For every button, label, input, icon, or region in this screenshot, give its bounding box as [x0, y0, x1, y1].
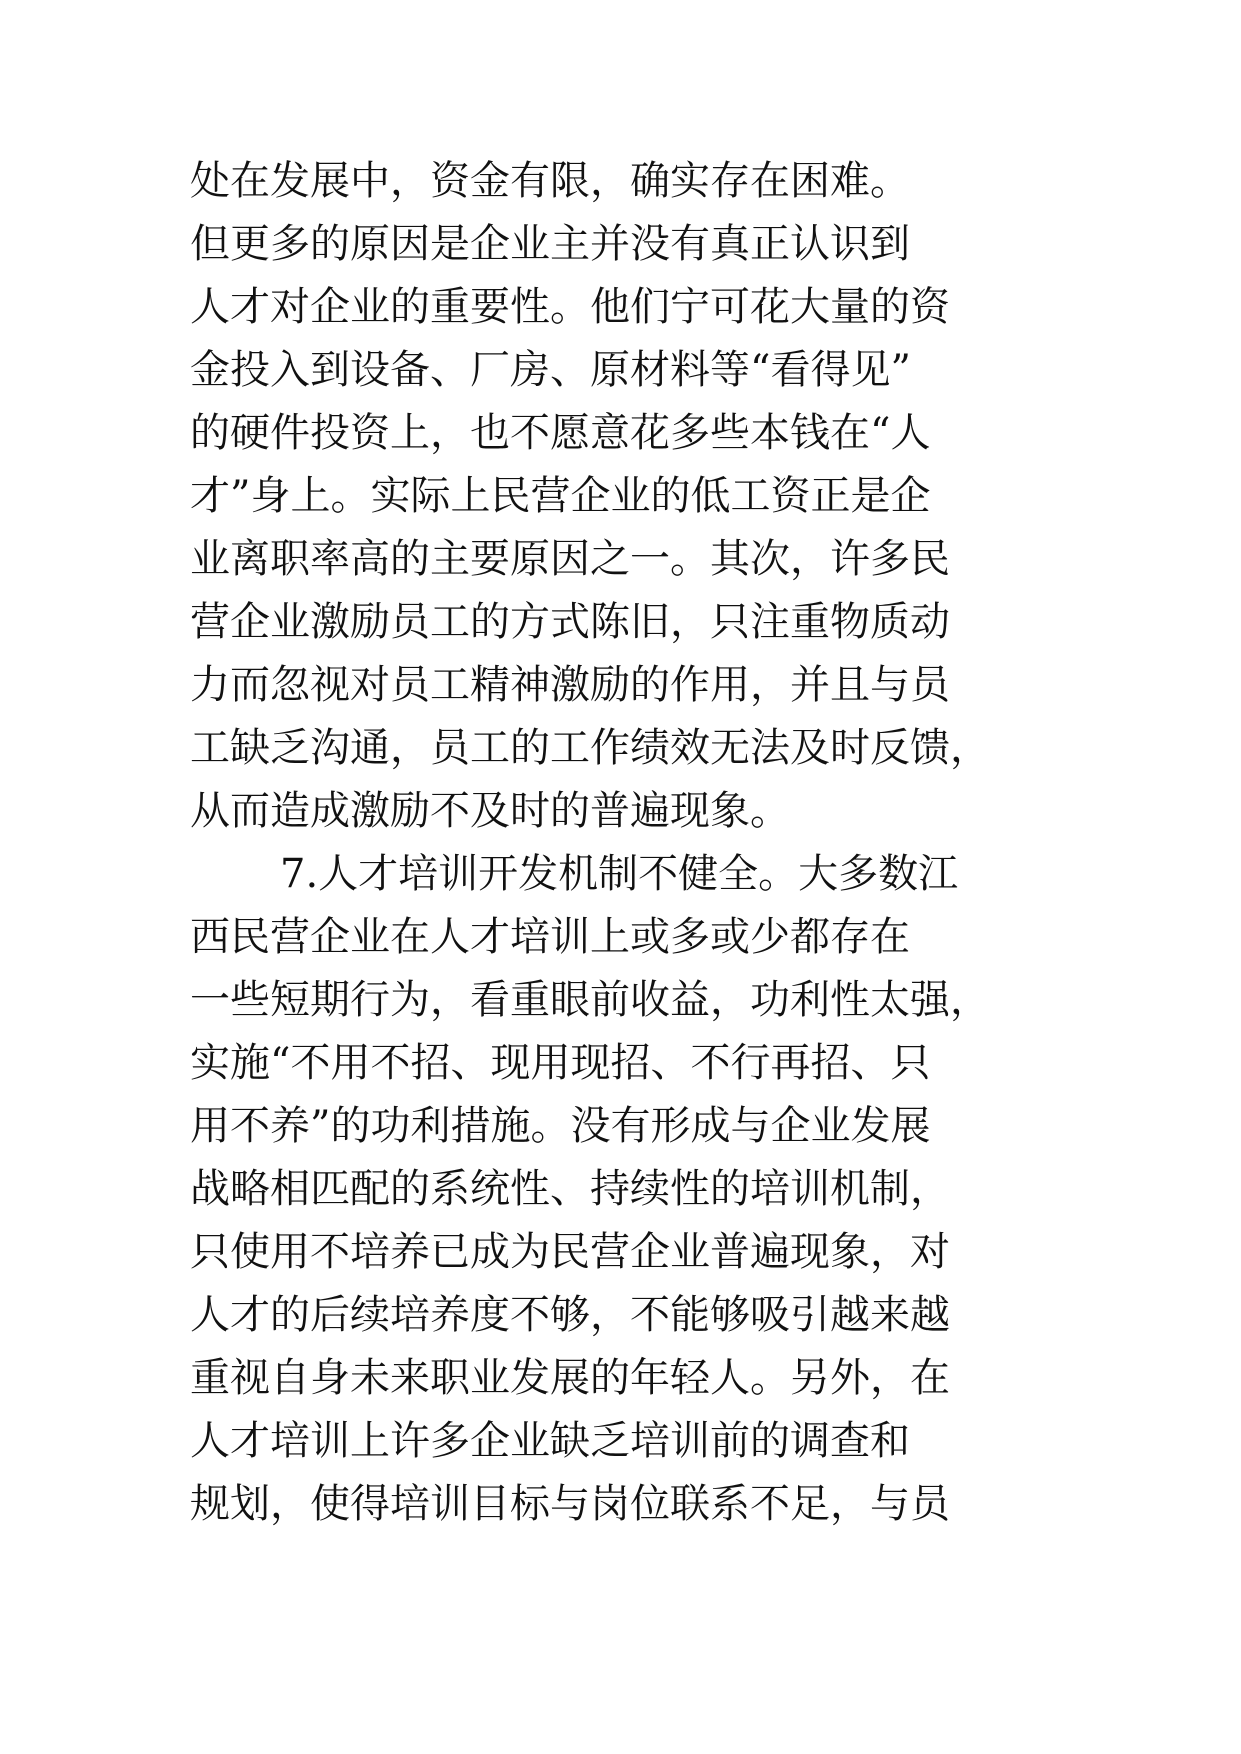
text-line: 用不养”的功利措施。没有形成与企业发展 — [190, 1103, 931, 1149]
text-line: 人才培训上许多企业缺乏培训前的调查和 — [190, 1418, 910, 1464]
text-line: 处在发展中，资金有限，确实存在困难。 — [190, 158, 910, 204]
text-line: 营企业激励员工的方式陈旧，只注重物质动 — [190, 599, 950, 645]
text-line: 只使用不培养已成为民营企业普遍现象，对 — [190, 1229, 950, 1275]
text-line: 的硬件投资上，也不愿意花多些本钱在“人 — [190, 410, 931, 456]
body-text — [190, 150, 1070, 1536]
text-line: 人才对企业的重要性。他们宁可花大量的资 — [190, 284, 950, 330]
text-line: 从而造成激励不及时的普遍现象。 — [190, 788, 790, 834]
text-line: 力而忽视对员工精神激励的作用，并且与员 — [190, 662, 950, 708]
text-line: 人才的后续培养度不够，不能够吸引越来越 — [190, 1292, 950, 1338]
text-line: 实施“不用不招、现用现招、不行再招、只 — [190, 1040, 931, 1086]
text-line: 规划，使得培训目标与岗位联系不足，与员 — [190, 1481, 950, 1527]
text-line: 但更多的原因是企业主并没有真正认识到 — [190, 221, 910, 267]
text-line: 工缺乏沟通，员工的工作绩效无法及时反馈， — [190, 725, 990, 771]
section-heading-line: 7.人才培训开发机制不健全。大多数江 — [280, 851, 959, 897]
text-line: 一些短期行为，看重眼前收益，功利性太强， — [190, 977, 990, 1023]
text-line: 西民营企业在人才培训上或多或少都存在 — [190, 914, 910, 960]
text-line: 才”身上。实际上民营企业的低工资正是企 — [190, 473, 931, 519]
text-line: 金投入到设备、厂房、原材料等“看得见” — [190, 347, 911, 393]
text-line: 业离职率高的主要原因之一。其次，许多民 — [190, 536, 950, 582]
text-line: 重视自身未来职业发展的年轻人。另外，在 — [190, 1355, 950, 1401]
text-line: 战略相匹配的系统性、持续性的培训机制， — [190, 1166, 950, 1212]
